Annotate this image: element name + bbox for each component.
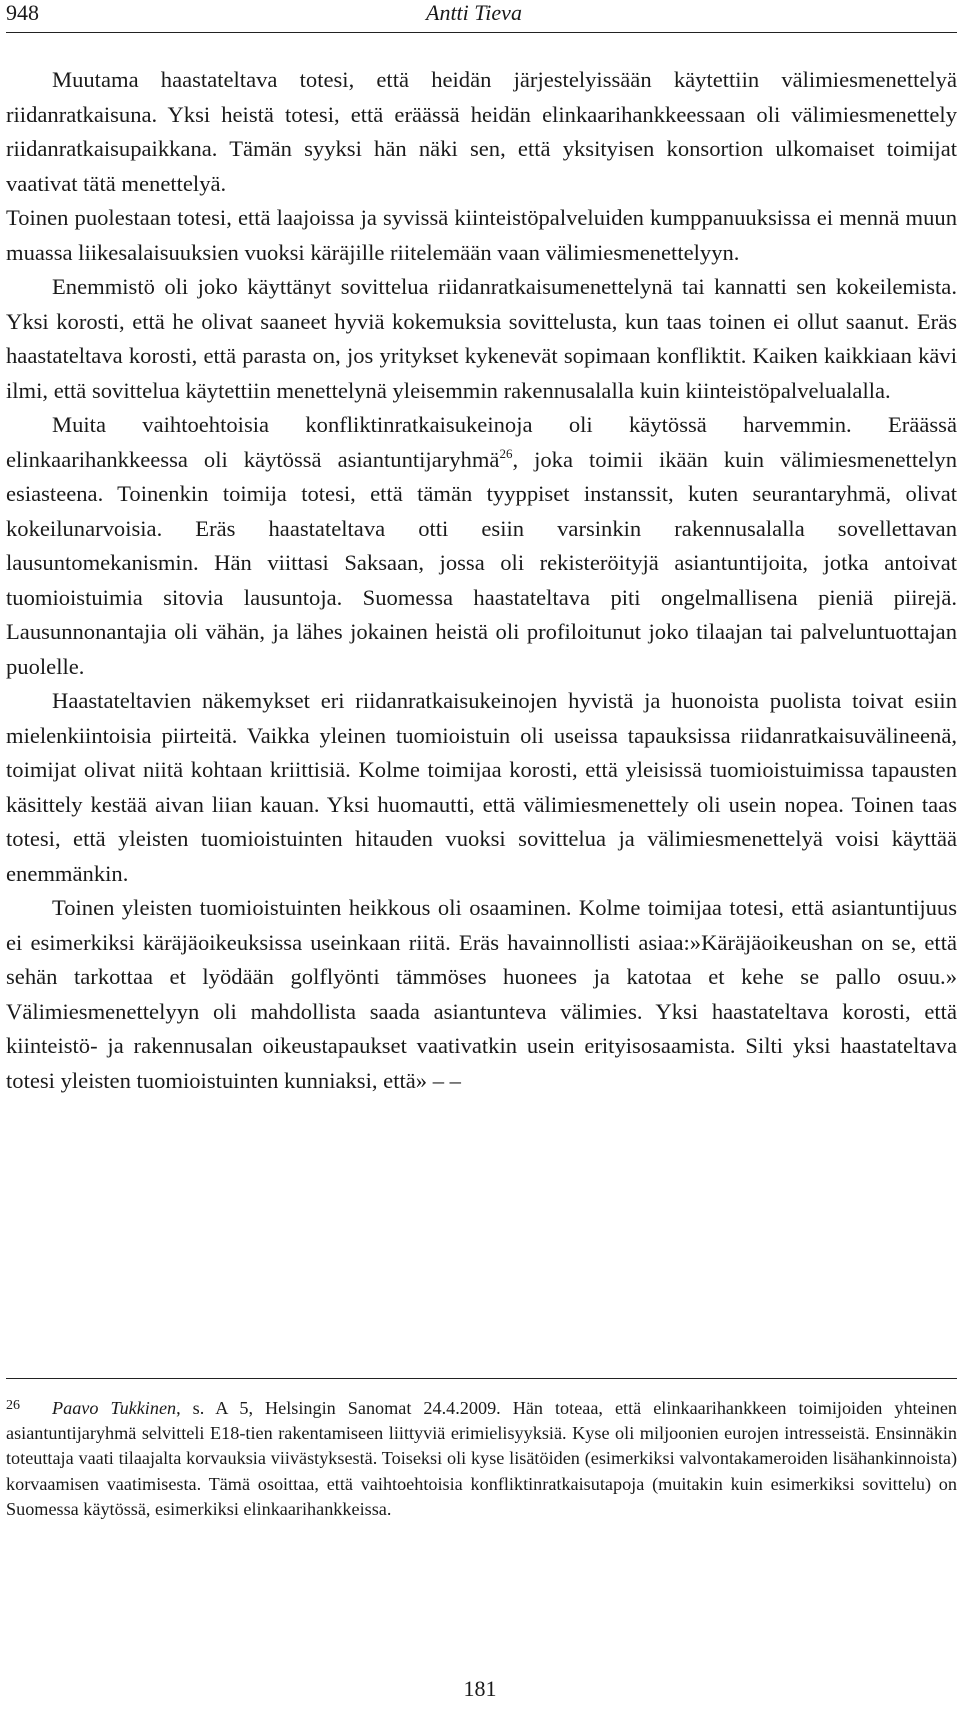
- footnote-divider: [6, 1378, 957, 1379]
- paragraph-4-text-b: , joka toimii ikään kuin välimiesmenettelyn esiasteena. Toinenkin toimija totesi, että tämän tyyppiset instanssit, kuten seurantaryhmä, olivat kokeilunarvoisia. Eräs haastateltava otti esiin varsinkin rakennusalalla sovellettavan lausuntomekanismin. Hän viittasi Saksaan, jossa oli rekisteröityjä asiantuntijoita, jotka antoivat tuomioistuimia sitovia lausuntoja. Suomessa haastateltava piti ongelmallisena pieniä piirejä. Lausunnonantajia oli vähän, ja lähes jokainen heistä oli profiloitunut joko tilaajan tai palveluntuottajan puolelle.: [6, 446, 957, 679]
- paragraph-4: [6, 408, 957, 684]
- paragraph-4-text-a: Muita vaihtoehtoisia konfliktinratkaisukeinoja oli käytössä harvemmin. Eräässä elinkaarihankkeessa oli käytössä asiantuntijaryhmä: [6, 412, 957, 472]
- paragraph-6: Toinen yleisten tuomioistuinten heikkous oli osaaminen. Kolme toimijaa totesi, että asiantuntijuus ei esimerkiksi käräjäoikeuksissa useinkaan riitä. Eräs havainnollisti asiaa:»Käräjäoikeushan on se, että sehän tarkottaa et lyödään golflyönti tämmöses huonees ja katotaa et kehe se pallo osuu.» Välimiesmenettelyyn oli mahdollista saada asiantunteva välimies. Yksi haastateltava korosti, että kiinteistö- ja rakennusalan oikeustapaukset vaativatkin usein erityisosaamista. Silti yksi haastateltava totesi yleisten tuomioistuinten kunniaksi, että» – –: [6, 895, 957, 1093]
- paragraph-1: Muutama haastateltava totesi, että heidän järjestelyissään käytettiin välimiesmenettelyä riidanratkaisuna. Yksi heistä totesi, että eräässä heidän elinkaarihankkeessaan oli välimiesmenettely riidanratkaisupaikkana. Tämän syyksi hän näki sen, että yksityisen konsortion ulkomaiset toimijat vaativat tätä menettelyä.: [6, 67, 957, 196]
- paragraph-3: Enemmistö oli joko käyttänyt sovittelua riidanratkaisumenettelynä tai kannatti sen kokeilemista. Yksi korosti, että he olivat saaneet hyviä kokemuksia sovittelusta, kun taas toinen ei ollut saanut. Eräs haastateltava korosti, että parasta on, jos yritykset kykenevät sopimaan konfliktit. Kaiken kaikkiaan kävi ilmi, että sovittelua käytettiin menettelynä yleisemmin rakennusalalla kuin kiinteistöpalvelualalla.: [6, 274, 957, 403]
- running-header: [6, 0, 957, 33]
- footnote-author: Paavo Tukkinen: [52, 1398, 177, 1418]
- paragraph-5: Haastateltavien näkemykset eri riidanratkaisukeinojen hyvistä ja huonoista puolista toivat esiin mielenkiintoisia piirteitä. Vaikka yleinen tuomioistuin oli useissa tapauksissa riidanratkaisuvälineenä, toimijat olivat niitä kohtaan kriittisiä. Kolme toimijaa korosti, että yleisissä tuomioistuimissa tapausten käsittely kestää aivan liian kauan. Yksi huomautti, että välimiesmenettely oli usein nopea. Toinen taas totesi, että yleisten tuomioistuinten hitauden vuoksi sovittelua ja välimiesmenettelyä voisi käyttää enemmänkin.: [6, 688, 957, 886]
- paragraph-2: Toinen puolestaan totesi, että laajoissa ja syvissä kiinteistöpalveluiden kumppanuuksissa ei mennä muun muassa liikesalaisuuksien vuoksi käräjille riitelemään vaan välimiesmenettelyyn.: [6, 205, 957, 265]
- running-title: Antti Tieva: [426, 0, 522, 25]
- folio-number: 181: [463, 1676, 497, 1701]
- footnote-reference[interactable]: 26: [499, 445, 513, 461]
- footnote-text: , s. A 5, Helsingin Sanomat 24.4.2009. Hän toteaa, että elinkaarihankkeen toimijoiden yhteinen asiantuntijaryhmä selvitteli E18-tien rakentamiseen liittyviä erimielisyyksiä. Kyse oli miljoonien eurojen intresseistä. Ensinnäkin toteuttaja vaati tilaajalta korvauksia viivästyksestä. Toiseksi oli kyse lisätöiden (esimerkiksi valvontakameroiden lisähankinnoista) korvaamisen vaatimisesta. Tämä osoittaa, että vaihtoehtoisia konfliktinratkaisutapoja (muitakin kuin esimerkiksi sovittelu) on Suomessa käytössä, esimerkiksi elinkaarihankkeissa.: [6, 1398, 957, 1519]
- body-text: [6, 63, 957, 1098]
- page-number: 948: [6, 0, 39, 25]
- footnote: 26 Paavo Tukkinen, s. A 5, Helsingin Sanomat 24.4.2009. Hän toteaa, että elinkaarihankkeen toimijoiden yhteinen asiantuntijaryhmä selvitteli E18-tien rakentamiseen liittyviä erimielisyyksiä. Kyse oli miljoonien eurojen intresseistä. Ensinnäkin toteuttaja vaati tilaajalta korvauksia viivästyksestä. Toiseksi oli kyse lisätöiden (esimerkiksi valvontakameroiden lisähankinnoista) korvaamisen vaatimisesta. Tämä osoittaa, että vaihtoehtoisia konfliktinratkaisutapoja (muitakin kuin esimerkiksi sovittelu) on Suomessa käytössä, esimerkiksi elinkaarihankkeissa.: [6, 1398, 957, 1519]
